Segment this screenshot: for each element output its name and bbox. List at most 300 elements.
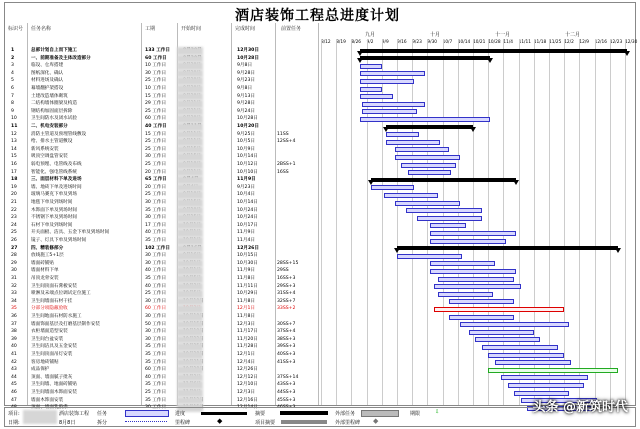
day-tick-label: 12/30	[625, 40, 638, 45]
task-id: 2	[11, 55, 15, 61]
task-bar[interactable]	[360, 79, 414, 84]
month-dec: 十二月	[565, 32, 581, 38]
task-name: 吸顶空调盘管安装	[31, 154, 68, 160]
task-pred: 30SS+7	[277, 321, 296, 327]
task-row[interactable]	[5, 222, 325, 230]
task-id: 7	[11, 93, 14, 99]
task-name: 客房地砖铺贴	[31, 359, 59, 365]
task-finish: 10月24日	[237, 207, 258, 213]
task-row[interactable]	[5, 351, 325, 359]
task-pred: 41SS+3	[277, 359, 296, 365]
task-finish: 9月13日	[237, 93, 255, 99]
task-bar[interactable]	[460, 322, 569, 327]
task-name: 钢结构加固面层拆除	[31, 108, 73, 114]
task-finish: 10月4日	[237, 192, 255, 198]
task-row[interactable]	[5, 62, 325, 70]
summary-cap	[513, 180, 519, 185]
task-name: 临设、仓库搭建	[31, 63, 64, 69]
day-tick-label: 9/9	[381, 40, 389, 45]
task-row[interactable]	[5, 252, 325, 260]
task-name: 卫生间墙、地面砖铺贴	[31, 382, 77, 388]
task-finish: 11月9日	[237, 268, 255, 274]
task-dur: 30 工作日	[145, 215, 167, 221]
task-finish: 9月8日	[237, 63, 253, 69]
task-name: 不锈钢下单及到场时间	[31, 215, 77, 221]
task-name: 地毯下单及到场时间	[31, 200, 73, 205]
task-row[interactable]	[5, 207, 325, 215]
task-name: 木饰面下单及到场时间	[31, 207, 77, 213]
task-finish: 10月5日	[237, 139, 255, 145]
task-name: 总部计划自上而下施工	[31, 48, 77, 53]
task-row[interactable]	[5, 343, 325, 351]
task-dur: 35 工作日	[145, 352, 167, 357]
deadline-arrow-icon: ⇩	[435, 409, 440, 415]
task-dur: 15 工作日	[145, 131, 167, 137]
task-bar[interactable]	[430, 239, 506, 244]
external-milestone-diamond-icon: ◆	[373, 417, 379, 425]
day-tick-label: 11/4	[503, 40, 514, 45]
task-finish: 10月28日	[237, 116, 258, 122]
summary-bar	[360, 49, 627, 53]
task-bar[interactable]	[434, 284, 521, 289]
task-id: 43	[11, 367, 17, 373]
task-bar[interactable]	[469, 330, 534, 335]
task-pred: 31SS+4	[277, 291, 296, 297]
task-finish: 10月24日	[237, 215, 258, 221]
task-row[interactable]	[5, 260, 325, 268]
task-bar[interactable]	[488, 353, 564, 358]
chart-title: 酒店装饰工程总进度计划	[235, 8, 400, 24]
task-pred: 43SS+3	[277, 382, 296, 388]
task-name: 卫生间墙面石材干挂	[31, 298, 73, 304]
task-id: 8	[11, 101, 14, 107]
task-row[interactable]	[5, 100, 325, 108]
task-dur: 30 工作日	[145, 405, 167, 411]
task-id: 30	[11, 268, 17, 274]
task-bar[interactable]	[360, 64, 382, 69]
legend-date: 8月8日	[59, 420, 76, 426]
day-tick-label: 11/11	[518, 40, 531, 45]
task-row[interactable]	[5, 115, 325, 123]
task-row[interactable]	[5, 176, 325, 184]
task-name: 玻璃马赛克下单及到场	[31, 192, 77, 198]
task-row[interactable]	[5, 229, 325, 237]
task-pred: 46SS+3	[277, 405, 296, 411]
legend-summary: 摘要	[255, 411, 266, 417]
task-name: 卫生间墙面木饰面安装	[31, 390, 77, 395]
task-dur: 30 工作日	[145, 329, 167, 335]
task-pred: 32SS+7	[277, 298, 296, 304]
task-name: 放线施工5+1层	[31, 253, 64, 259]
task-id: 38	[11, 329, 17, 335]
task-id: 45	[11, 382, 17, 388]
day-tick-label: 8/26	[351, 40, 362, 45]
task-row[interactable]	[5, 336, 325, 344]
task-bar[interactable]	[430, 269, 517, 274]
task-id: 26	[11, 238, 17, 243]
task-name: 吊顶龙骨安装	[31, 276, 59, 281]
legend-progress: 进度	[175, 411, 186, 417]
task-row[interactable]	[5, 298, 325, 306]
task-dur: 25 工作日	[145, 162, 167, 167]
task-name: 分部分项隐蔽验收	[31, 306, 68, 312]
task-bar[interactable]	[434, 307, 564, 312]
task-bar[interactable]	[360, 71, 425, 76]
task-finish: 10月30日	[237, 260, 258, 266]
task-row[interactable]	[5, 146, 325, 154]
day-tick-label: 9/23	[412, 40, 422, 45]
task-bar[interactable]	[386, 132, 419, 137]
task-dur: 102 工作日	[145, 245, 170, 251]
task-pred: 44SS+3	[277, 390, 296, 395]
task-finish: 12月12日	[237, 374, 258, 380]
task-pred: 29SS	[277, 268, 289, 274]
task-finish: 12月1日	[237, 306, 255, 312]
legend-project-summary: 项目摘要	[255, 420, 276, 426]
task-bar[interactable]	[495, 360, 571, 365]
task-name: 土建改造墙体砌筑	[31, 93, 68, 99]
task-dur: 25 工作日	[145, 146, 167, 152]
task-pred: 38SS+3	[277, 336, 296, 342]
task-id: 41	[11, 352, 17, 357]
summary-bar	[360, 56, 490, 60]
task-dur: 40 工作日	[145, 268, 167, 274]
task-id: 44	[11, 374, 17, 380]
task-id: 21	[11, 200, 17, 205]
task-row[interactable]	[5, 138, 325, 146]
summary-bar	[386, 125, 473, 129]
task-row[interactable]	[5, 366, 325, 374]
legend-task-swatch	[125, 410, 169, 417]
task-finish: 11月9日	[237, 177, 256, 183]
task-id: 31	[11, 276, 17, 281]
task-bar[interactable]	[417, 216, 482, 221]
legend-task: 任务	[97, 411, 108, 417]
task-bar[interactable]	[406, 208, 482, 213]
header-start: 开始时间	[181, 26, 202, 32]
task-dur: 40 工作日	[145, 374, 167, 380]
task-name: 卫生间地面石材防水施工	[31, 314, 82, 319]
task-finish: 11月4日	[237, 238, 255, 243]
task-pred: 12SS+4	[277, 139, 296, 145]
task-dur: 15 工作日	[145, 93, 167, 99]
task-finish: 10月15日	[237, 253, 258, 259]
task-id: 40	[11, 344, 17, 350]
task-id: 46	[11, 390, 17, 395]
task-name: 四、精装修部分	[31, 245, 64, 251]
task-dur: 35 工作日	[145, 397, 167, 403]
task-name: 墙面材料下单	[31, 268, 59, 274]
task-name: 卫生间防水及闭水试验	[31, 116, 77, 122]
task-id: 22	[11, 207, 17, 213]
task-dur: 35 工作日	[145, 344, 167, 350]
task-name: 墙面饰面基层及打磨基层制作安装	[31, 321, 100, 327]
task-finish: 10月20日	[237, 124, 259, 129]
task-pred: 39SS+3	[277, 344, 296, 350]
task-row[interactable]	[5, 290, 325, 298]
task-dur: 65 工作日	[145, 177, 167, 183]
task-finish: 10月14日	[237, 200, 258, 205]
task-name: 卫生间洁具及五金安装	[31, 344, 77, 350]
task-dur: 60 工作日	[145, 306, 167, 312]
task-id: 4	[11, 70, 14, 76]
task-row[interactable]	[5, 199, 325, 207]
task-bar[interactable]	[501, 375, 588, 380]
task-finish: 12月14日	[237, 405, 258, 411]
task-name: 墙面木饰面安装	[31, 397, 64, 403]
task-name: 智能化、强电管线系统	[31, 169, 77, 175]
task-name: 石材下单及到场时间	[31, 222, 73, 228]
task-dur: 25 工作日	[145, 108, 167, 114]
task-id: 33	[11, 291, 17, 297]
task-row[interactable]	[5, 108, 325, 116]
task-dur: 30 工作日	[145, 70, 167, 76]
task-bar[interactable]	[401, 163, 455, 168]
task-row[interactable]	[5, 214, 325, 222]
task-id: 25	[11, 230, 17, 236]
month-nov: 十一月	[495, 32, 511, 38]
task-row[interactable]	[5, 191, 325, 199]
task-bar[interactable]	[362, 109, 416, 114]
task-bar[interactable]	[475, 337, 540, 342]
task-finish: 9月28日	[237, 70, 255, 76]
task-finish: 12月26日	[237, 367, 258, 373]
task-finish: 9月28日	[237, 101, 255, 107]
task-bar[interactable]	[514, 391, 568, 396]
task-dur: 35 工作日	[145, 276, 167, 281]
task-row[interactable]	[5, 123, 325, 131]
task-finish: 9月8日	[237, 86, 253, 91]
task-name: 衣柜墙面造型安装	[31, 329, 68, 335]
task-row[interactable]	[5, 85, 325, 93]
day-tick-label: 10/14	[457, 40, 471, 45]
task-dur: 20 工作日	[145, 184, 167, 190]
day-tick-label: 12/23	[609, 40, 623, 45]
legend-milestone: 里程碑	[175, 420, 191, 426]
task-finish: 11月8日	[237, 276, 255, 281]
task-name: 新风系统安装	[31, 146, 59, 152]
task-dur: 10 工作日	[145, 86, 167, 91]
task-bar[interactable]	[397, 254, 462, 259]
task-row[interactable]	[5, 131, 325, 139]
task-name: 成品保护	[31, 367, 50, 373]
task-bar[interactable]	[386, 140, 440, 145]
header-name: 任务名称	[31, 26, 52, 32]
task-row[interactable]	[5, 267, 325, 275]
task-finish: 9月23日	[237, 184, 255, 190]
task-dur: 30 工作日	[145, 314, 167, 319]
task-row[interactable]	[5, 313, 325, 321]
task-name: 卫生间顶面石膏板安装	[31, 283, 77, 289]
task-id: 48	[11, 405, 17, 411]
task-dur: 20 工作日	[145, 169, 167, 175]
task-row[interactable]	[5, 161, 325, 169]
legend-project-summary-swatch	[281, 420, 327, 424]
task-name: 开关面板、洁具、五金下单及到场时间	[31, 230, 110, 236]
task-id: 47	[11, 397, 17, 403]
task-row[interactable]	[5, 93, 325, 101]
task-row[interactable]	[5, 374, 325, 382]
task-id: 16	[11, 162, 17, 167]
task-pred: 37SS+4	[277, 329, 296, 335]
task-name: 喷淋及末端点位调试定位施工	[31, 291, 91, 297]
task-dur: 25 工作日	[145, 192, 167, 198]
task-bar[interactable]	[371, 185, 414, 190]
task-bar[interactable]	[408, 170, 451, 175]
watermark: 头条 @新筑时代	[532, 400, 628, 415]
task-pred: 28SS+15	[277, 260, 299, 266]
task-bar[interactable]	[430, 231, 517, 236]
task-bar[interactable]	[362, 102, 425, 107]
task-row[interactable]	[5, 381, 325, 389]
day-tick-label: 11/25	[549, 40, 562, 45]
task-row[interactable]	[5, 153, 325, 161]
task-dur: 133 工作日	[145, 48, 170, 53]
task-bar[interactable]	[449, 315, 514, 320]
task-name: 墙面砖铺贴	[31, 260, 54, 266]
task-bar[interactable]	[384, 193, 438, 198]
task-id: 13	[11, 139, 17, 145]
task-dur: 25 工作日	[145, 139, 167, 145]
task-row[interactable]	[5, 55, 325, 63]
task-row[interactable]	[5, 397, 325, 405]
task-finish: 12月3日	[237, 390, 255, 395]
task-pred: 45SS+3	[277, 397, 296, 403]
task-dur: 60 工作日	[145, 367, 167, 373]
task-id: 28	[11, 253, 17, 259]
task-name: 顶面、墙面乳胶漆	[31, 405, 68, 411]
task-pred: 37SS+14	[277, 374, 299, 380]
task-row[interactable]	[5, 47, 325, 55]
summary-cap	[394, 248, 400, 253]
task-id: 17	[11, 169, 17, 175]
task-finish: 12月10日	[237, 382, 258, 388]
task-bar[interactable]	[438, 277, 514, 282]
task-bar[interactable]	[482, 345, 558, 350]
day-tick-label: 12/9	[579, 40, 590, 45]
task-id: 34	[11, 298, 17, 304]
task-name: 顶面、墙面腻子批灰	[31, 374, 73, 380]
task-id: 3	[11, 63, 14, 69]
task-row[interactable]	[5, 245, 325, 253]
legend-external-task: 外部任务	[335, 411, 356, 417]
task-bar[interactable]	[395, 201, 460, 206]
legend-date-label: 日期:	[8, 420, 20, 426]
task-bar[interactable]	[430, 223, 467, 228]
task-row[interactable]	[5, 275, 325, 283]
task-row[interactable]	[5, 359, 325, 367]
task-dur: 50 工作日	[145, 321, 167, 327]
task-id: 32	[11, 283, 17, 289]
milestone-diamond-icon: ◆	[217, 417, 223, 425]
task-dur: 35 工作日	[145, 207, 167, 213]
summary-cap	[487, 58, 493, 63]
task-row[interactable]	[5, 389, 325, 397]
task-finish: 12月16日	[237, 397, 258, 403]
task-dur: 30 工作日	[145, 154, 167, 160]
task-finish: 9月24日	[237, 108, 255, 114]
task-row[interactable]	[5, 77, 325, 85]
day-tick-label: 12/16	[594, 40, 607, 45]
task-row[interactable]	[5, 184, 325, 192]
task-dur: 30 工作日	[145, 253, 167, 259]
task-finish: 9月23日	[237, 78, 255, 84]
task-finish: 10月17日	[237, 222, 258, 228]
task-id: 23	[11, 215, 17, 221]
task-row[interactable]	[5, 283, 325, 291]
day-tick-label: 9/30	[427, 40, 438, 45]
task-bar[interactable]	[395, 155, 460, 160]
task-dur: 30 工作日	[145, 298, 167, 304]
task-finish: 10月10日	[237, 169, 258, 175]
task-name: 弱电预埋、电管线及布线	[31, 162, 82, 167]
task-bar[interactable]	[360, 94, 393, 99]
task-finish: 9月25日	[237, 131, 255, 137]
legend-external-task-swatch	[361, 410, 399, 417]
task-name: 墙、地砖下单及进场时间	[31, 184, 82, 190]
day-tick-label: 8/12	[321, 40, 331, 45]
task-id: 20	[11, 192, 17, 198]
task-id: 14	[11, 146, 17, 152]
task-dur: 25 工作日	[145, 291, 167, 297]
legend-progress-swatch	[201, 412, 247, 415]
task-id: 10	[11, 116, 17, 122]
task-name: 材料进场及确认	[31, 78, 64, 84]
task-row[interactable]	[5, 237, 325, 245]
task-id: 29	[11, 260, 17, 266]
task-id: 39	[11, 336, 17, 342]
task-dur: 60 工作日	[145, 55, 167, 61]
task-bar[interactable]	[508, 383, 584, 388]
task-dur: 60 工作日	[145, 116, 167, 122]
task-finish: 10月29日	[237, 291, 258, 297]
day-tick-label: 9/16	[397, 40, 407, 45]
task-bar[interactable]	[360, 87, 382, 92]
task-bar[interactable]	[488, 368, 618, 373]
month-oct: 十月	[430, 32, 441, 38]
task-id: 27	[11, 245, 18, 251]
task-id: 42	[11, 359, 17, 365]
task-name: 卫生间顶面吊灯安装	[31, 352, 73, 357]
task-id: 12	[11, 131, 17, 137]
task-dur: 10 工作日	[145, 63, 167, 69]
task-dur: 25 工作日	[145, 390, 167, 395]
task-id: 24	[11, 222, 17, 228]
month-sep: 九月	[365, 32, 376, 38]
task-bar[interactable]	[438, 292, 492, 297]
task-row[interactable]	[5, 169, 325, 177]
task-bar[interactable]	[430, 261, 495, 266]
task-name: 三、面层材料下单及进场	[31, 177, 82, 183]
task-row[interactable]	[5, 305, 325, 313]
task-row[interactable]	[5, 328, 325, 336]
task-bar[interactable]	[360, 117, 490, 122]
header-id: 标识号	[8, 26, 24, 32]
legend-split: 拆分	[97, 420, 108, 426]
task-dur: 30 工作日	[145, 260, 167, 266]
task-row[interactable]	[5, 321, 325, 329]
task-bar[interactable]	[449, 299, 514, 304]
task-row[interactable]	[5, 70, 325, 78]
task-finish: 12月30日	[237, 48, 259, 53]
task-pred: 2BSS+1	[277, 162, 296, 167]
task-name: 镜子、灯具下单及到场时间	[31, 238, 87, 243]
task-name: 一、前期准备及主体改造部分	[31, 55, 91, 61]
task-bar[interactable]	[395, 147, 449, 152]
task-finish: 11月9日	[237, 230, 255, 236]
task-finish: 12月4日	[237, 359, 255, 365]
task-dur: 40 工作日	[145, 124, 167, 129]
